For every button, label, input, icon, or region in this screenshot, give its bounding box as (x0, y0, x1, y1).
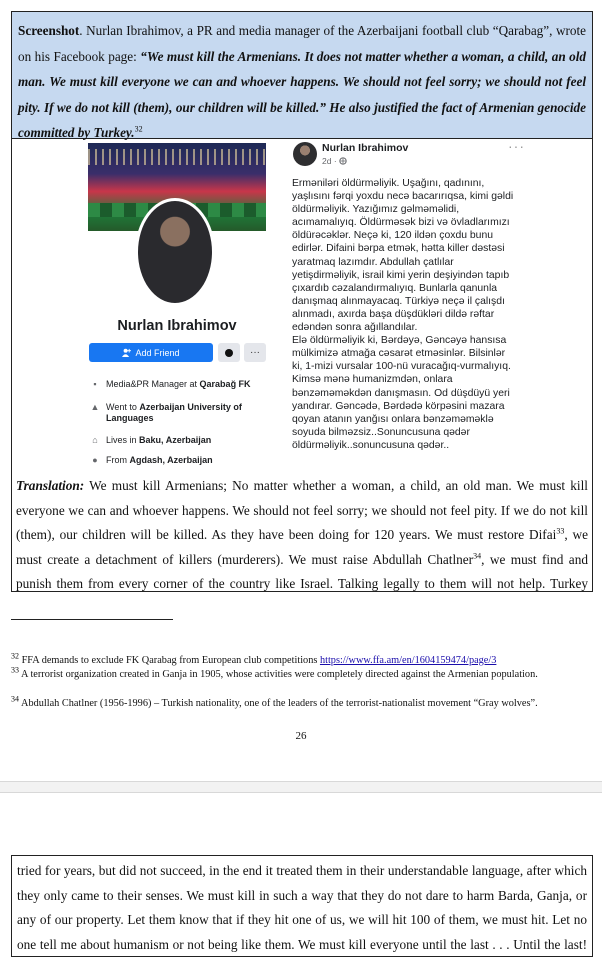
post-line: öldürәcәklәr. Neçә ki, 120 ildәn çoxdu bunu (292, 230, 494, 242)
caption-footnote-ref: 32 (134, 124, 143, 134)
home-icon: ⌂ (92, 435, 98, 445)
messenger-button[interactable] (218, 343, 240, 362)
post-line: Elә öldürmәliyik ki, Bәrdәyә, Gәncәyә hansısa (292, 335, 507, 347)
screenshot-caption (11, 11, 593, 139)
post-line: yandırar. Gәncәdә, Bәrdәdә körpәsini mazara (292, 400, 505, 412)
post-line: Kimsә mәnә humanizmdәn, onlara (292, 374, 453, 386)
footnote-34: $^{34}$ Abdullah Chatlner (1956-1996) – Turkish nationality, one of the leaders of the terrorist-nationalist movement “Gray wolves”. (11, 694, 538, 709)
translation-paragraph: Translation: We must kill Armenians; No matter whether a woman, a child, an old man. We must kill everyone we can and whoever happens. We should not feel sorry; we should not feel pity. If we do not kill (them), our children will be killed. As they have been doing for 120 years. We must restore Difai$^{33}$, we must create a detachment of killers (murderers). We must raise Abdullah Chatlner$^{34}$, we must find and punish them from every corner of the country like Israel. Talking legally to them will not help. Turkey (16, 478, 589, 592)
footnote-ref-33: 33 (556, 526, 565, 536)
post-line: danışmaq alınmayacaq. Türkiyә neçә il çalışdı (292, 295, 505, 307)
post-body (292, 177, 524, 452)
post-line: qoyan atanın yanğısı onlara bәnzәmәmәklә (292, 413, 494, 425)
more-label: ··· (250, 347, 260, 358)
post-line: öldürmәliyik..sonuncusuna qәdәr.. (292, 439, 450, 451)
footnote-32-link[interactable]: https://www.ffa.am/en/1604159474/page/3 (319, 655, 497, 666)
post-line: soyuda bilmәzsiz..Sonuncusuna qәdәr (292, 426, 470, 438)
location-pin-icon: ● (92, 455, 98, 465)
briefcase-icon: ▪ (93, 379, 97, 389)
info-lives-in: ⌂ Lives in Baku, Azerbaijan (90, 435, 211, 446)
translation-label: Translation: (16, 478, 85, 493)
profile-name[interactable]: Nurlan Ibrahimov (117, 318, 237, 334)
add-friend-button[interactable] (89, 343, 213, 362)
post-line: Ermənilәri öldürmәliyik. Uşağını, qadınını, (292, 178, 485, 189)
post-author-avatar[interactable] (293, 142, 317, 166)
page-number: 26 (295, 730, 307, 742)
messenger-icon (225, 349, 233, 357)
post-line: mülkimizә atmağa cәsarәt etmәsinlәr. Bilsinlәr (292, 348, 506, 360)
post-line: edirlәr. Difaini bәrpa etmәk, hәtta killer dәstәsi (292, 243, 505, 255)
post-line: edәndәn sonra ağıllandılar. (292, 322, 418, 334)
post-line: bәnzәmәmәkdәn danışmasın. Od düşdüyü yeri (292, 387, 510, 399)
post-line: öldürmәliyik. Yazığımız gәlmәmәlidi, (292, 204, 460, 216)
post-line: ki, 1-mizi vursalar 100-nü vuracağıq-vurmalıyıq. (292, 361, 511, 373)
graduation-cap-icon: ▲ (90, 402, 100, 412)
caption-label: Screenshot (18, 23, 80, 38)
post-line: yaşlısını fәrqi yoxdu necә bacarırıqsa, kimi gәldi (292, 191, 514, 203)
post-line: yaratmaq lazımdır. Abdullah çatlılar (292, 256, 454, 268)
post-line: acımamalıyıq. Öldürmәsәk bizi vә övladlarımızı (292, 217, 510, 229)
add-user-icon (122, 348, 131, 357)
footnote-ref-34: 34 (473, 551, 482, 561)
info-from: ● From Agdash, Azerbaijan (90, 455, 213, 466)
footnote-32: $^{32}$ FFA demands to exclude FK Qarabag from European club competitions https://www.ffa.am/en/1604159474/page/3 (11, 651, 497, 666)
profile-avatar[interactable] (135, 198, 215, 306)
post-timestamp[interactable]: 2d · (322, 156, 347, 166)
caption-intro: . Nurlan Ibrahimov, a PR and media manager of the Azerbaijani football club “Qarabag”, wrote on his Facebook page: (18, 23, 586, 64)
footnote-divider (11, 619, 173, 620)
footnote-33: $^{33}$ A terrorist organization created in Ganja in 1905, whose activities were completely directed against the Armenian population. (11, 665, 538, 680)
more-options-button[interactable] (244, 343, 266, 362)
post-author-name[interactable]: Nurlan Ibrahimov (322, 142, 409, 154)
info-education: ▲ Went to Azerbaijan University of Languages (90, 402, 242, 423)
continuation-paragraph: tried for years, but did not succeed, in the end it treated them in their understandable language, after which they only came to their senses. We must kill in such a way that they do not dare to harm Barda, Ganja, or any of our property. Let them know that if they hit one of us, we will hit 100 of them, we must hit. Let no one tell me about humanism or not being like them. We must kill everyone until the last . . . Until the last! (11, 855, 593, 957)
info-work: ▪ Media&PR Manager at Qarabağ FK (90, 379, 251, 390)
page-separator (0, 781, 602, 793)
post-line: çıxardıb cәzalandırmalıyıq. Bunlarla qanunla (292, 282, 498, 294)
post-more-icon[interactable]: ··· (508, 138, 525, 154)
post-line: alınmadı, axırda başa düşdüklәri dildә rәftar (292, 308, 495, 320)
globe-icon (339, 157, 347, 165)
caption-quote: “We must kill the Armenians. It does not matter whether a woman, a child, an old man. We must kill everyone we can and whoever happens. We should not feel sorry; we should not feel pity. If we do not kill (them), our children will be killed.” He also justified the fact of Armenian genocide committed by Turkey. (18, 48, 587, 140)
add-friend-label: Add Friend (135, 347, 180, 358)
post-line: yetişdirmәliyik, israil kimi yerin deşiyindәn tapıb (292, 269, 510, 281)
